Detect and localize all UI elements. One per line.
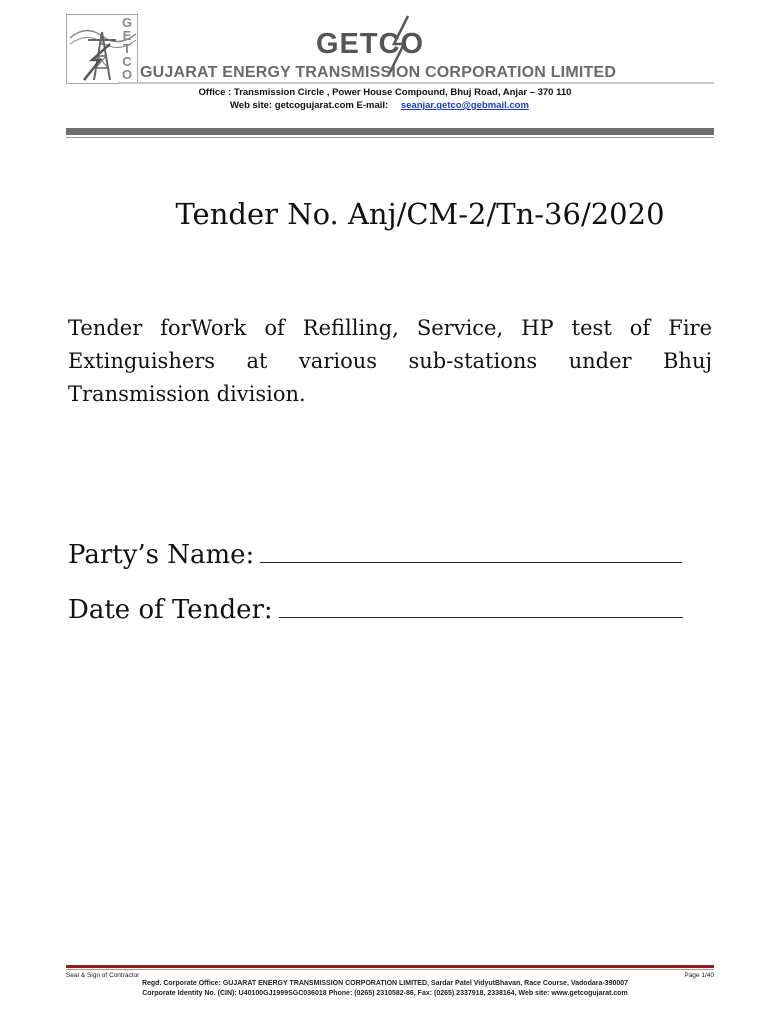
party-name-blank[interactable] (260, 538, 682, 563)
footer-rule (66, 965, 714, 968)
corporation-name: GUJARAT ENERGY TRANSMISSION CORPORATION LIMITED (140, 64, 617, 81)
brand-name: GETCO (316, 28, 425, 60)
corporate-identity: Corporate Identity No. (CIN): U40100GJ1999SGC036018 Phone: (0265) 2310582-86, Fax: (0265) 2337918, 2338164, Web site: www.getcogujarat.com (142, 990, 628, 997)
email-link[interactable]: seanjar.getco@gebmail.com (400, 100, 529, 111)
contact-line (230, 100, 529, 111)
office-address: Office : Transmission Circle , Power House Compound, Bhuj Road, Anjar – 370 110 (198, 87, 572, 98)
party-name-field (68, 538, 682, 570)
page-number: Page 1/40 (684, 972, 714, 979)
date-of-tender-blank[interactable] (279, 593, 683, 618)
header-rule (118, 82, 714, 84)
date-of-tender-label: Date of Tender: (68, 595, 273, 625)
footer-rule-thin (66, 969, 714, 970)
tender-number: Tender No. Anj/CM-2/Tn-36/2020 (175, 197, 665, 231)
website-label: Web site: getcogujarat.com E-mail: (230, 100, 389, 111)
header-divider (66, 128, 714, 135)
seal-sign-label: Seal & Sign of Contractor (66, 972, 140, 979)
date-of-tender-field (68, 593, 683, 625)
tender-description: Tender forWork of Refilling, Service, HP test of Fire Extinguishers at various sub-stations under Bhuj Transmission division. (68, 316, 712, 406)
party-name-label: Party’s Name: (68, 540, 255, 570)
registered-office: Regd. Corporate Office: GUJARAT ENERGY TRANSMISSION CORPORATION LIMITED, Sardar Patel VidyutBhavan, Race Course, Vadodara-390007 (141, 980, 629, 987)
header-divider-thin (66, 137, 714, 138)
logo-letters: G E T C O (121, 15, 133, 82)
